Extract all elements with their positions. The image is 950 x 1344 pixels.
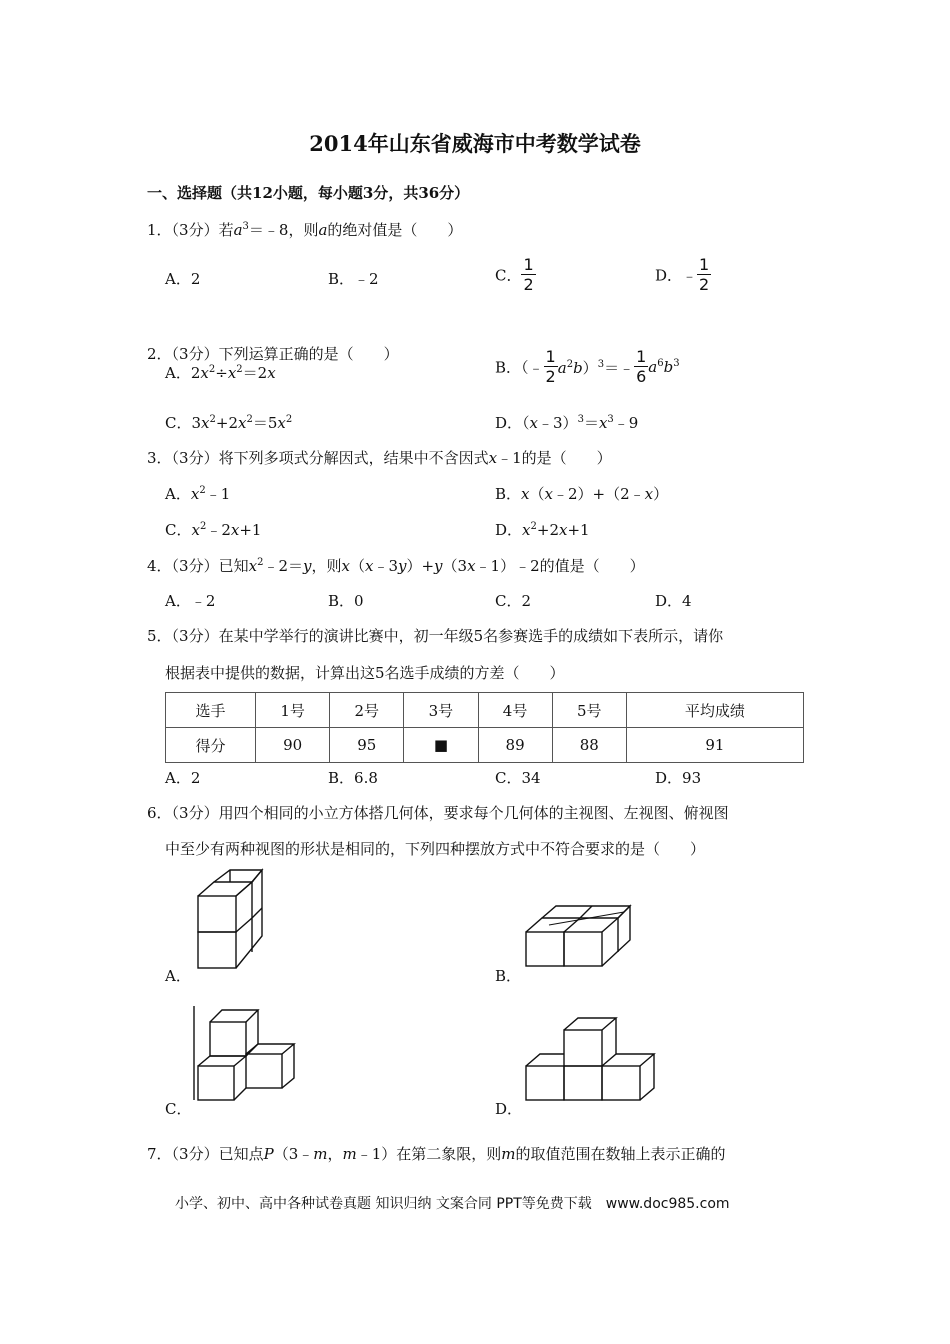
question-5-line1: 5．（3分）在某中学举行的演讲比赛中，初一年级5名参赛选手的成绩如下表所示，请你 — [147, 627, 724, 645]
table-cell: 2号 — [330, 693, 404, 728]
q4-option-b: B．0 — [328, 592, 364, 610]
q3-option-c: C．$x^2﹣2x+1$ — [165, 521, 262, 539]
q6-option-a: A． — [165, 967, 191, 985]
q5-option-b: B．6.8 — [328, 769, 378, 787]
q2-option-a: A．$2x^2\div x^2=2x$ — [165, 364, 276, 382]
q3-option-a: A．$x^2﹣1$ — [165, 485, 231, 503]
q4-option-a: A．﹣2 — [165, 592, 216, 610]
q4-option-c: C．2 — [495, 592, 532, 610]
table-cell: 5号 — [552, 693, 626, 728]
footer-banner: 小学、初中、高中各种试卷真题 知识归纳 文案合同 PPT等免费下载 www.doc985.com — [175, 1196, 730, 1212]
cube-figure-b — [520, 898, 632, 970]
table-cell: 4号 — [478, 693, 552, 728]
question-7-stem: 7．（3分）已知点P（3﹣m，m﹣1）在第二象限，则m的取值范围在数轴上表示正确的 — [147, 1145, 726, 1163]
q5-option-d: D．93 — [655, 769, 702, 787]
table-cell: 3号 — [404, 693, 478, 728]
question-2-stem: 2．（3分）下列运算正确的是（ ） — [147, 345, 399, 363]
question-4-stem: 4．（3分）已知$x^2﹣2=y$，则x（x﹣3y）+y（3x﹣1）﹣2的值是（ ） — [147, 557, 645, 575]
q5-option-a: A．2 — [165, 769, 201, 787]
cube-figure-c — [190, 1004, 302, 1104]
table-cell: 91 — [626, 728, 803, 763]
q1-option-c: C． $\frac{1}{2}$ — [495, 255, 534, 294]
q5-option-c: C．34 — [495, 769, 541, 787]
q2-option-b: B．（﹣ $\frac{1}{2}$ $a^2b)^3=﹣$ $\frac{1}{6}$ $a^6b^3$ — [495, 347, 680, 386]
table-cell: 88 — [552, 728, 626, 763]
q6-option-d: D． — [495, 1100, 523, 1118]
q2-option-d: D．$(x﹣3)^3=x^3﹣9$ — [495, 414, 639, 432]
question-6-line2: 中至少有两种视图的形状是相同的，下列四种摆放方式中不符合要求的是（ ） — [165, 840, 706, 858]
table-cell: 选手 — [166, 693, 256, 728]
table-cell: 1号 — [256, 693, 330, 728]
table-cell: 89 — [478, 728, 552, 763]
section-heading: 一、选择题（共12小题，每小题3分，共36分） — [147, 184, 470, 202]
q1-option-b: B．﹣2 — [328, 270, 379, 288]
table-header-row — [166, 693, 804, 728]
table-cell: 90 — [256, 728, 330, 763]
q2-option-c: C．$3x^2+2x^2=5x^2$ — [165, 414, 293, 432]
question-5-line2: 根据表中提供的数据，计算出这5名选手成绩的方差（ ） — [165, 664, 565, 682]
question-6-line1: 6．（3分）用四个相同的小立方体搭几何体，要求每个几何体的主视图、左视图、俯视图 — [147, 804, 729, 822]
q3-option-d: D．$x^2+2x+1$ — [495, 521, 590, 539]
score-table — [165, 692, 804, 763]
paper-title: 2014年山东省威海市中考数学试卷 — [309, 131, 641, 156]
cube-figure-a — [190, 866, 270, 972]
q3-option-b: B．x（x﹣2）+（2﹣x） — [495, 485, 669, 503]
cube-figure-d — [522, 1014, 656, 1104]
table-cell: 平均成绩 — [626, 693, 803, 728]
table-cell: ■ — [404, 728, 478, 763]
question-1-stem: 1．（3分）若$a^3=﹣8$，则a的绝对值是（ ） — [147, 221, 463, 239]
table-cell: 95 — [330, 728, 404, 763]
q6-option-c: C． — [165, 1100, 192, 1118]
q6-option-b: B． — [495, 967, 522, 985]
q4-option-d: D．4 — [655, 592, 692, 610]
q1-option-a: A．2 — [165, 270, 201, 288]
q1-option-d: D．﹣ $\frac{1}{2}$ — [655, 255, 710, 294]
table-row — [166, 728, 804, 763]
table-cell: 得分 — [166, 728, 256, 763]
question-3-stem: 3．（3分）将下列多项式分解因式，结果中不含因式x﹣1的是（ ） — [147, 449, 612, 467]
